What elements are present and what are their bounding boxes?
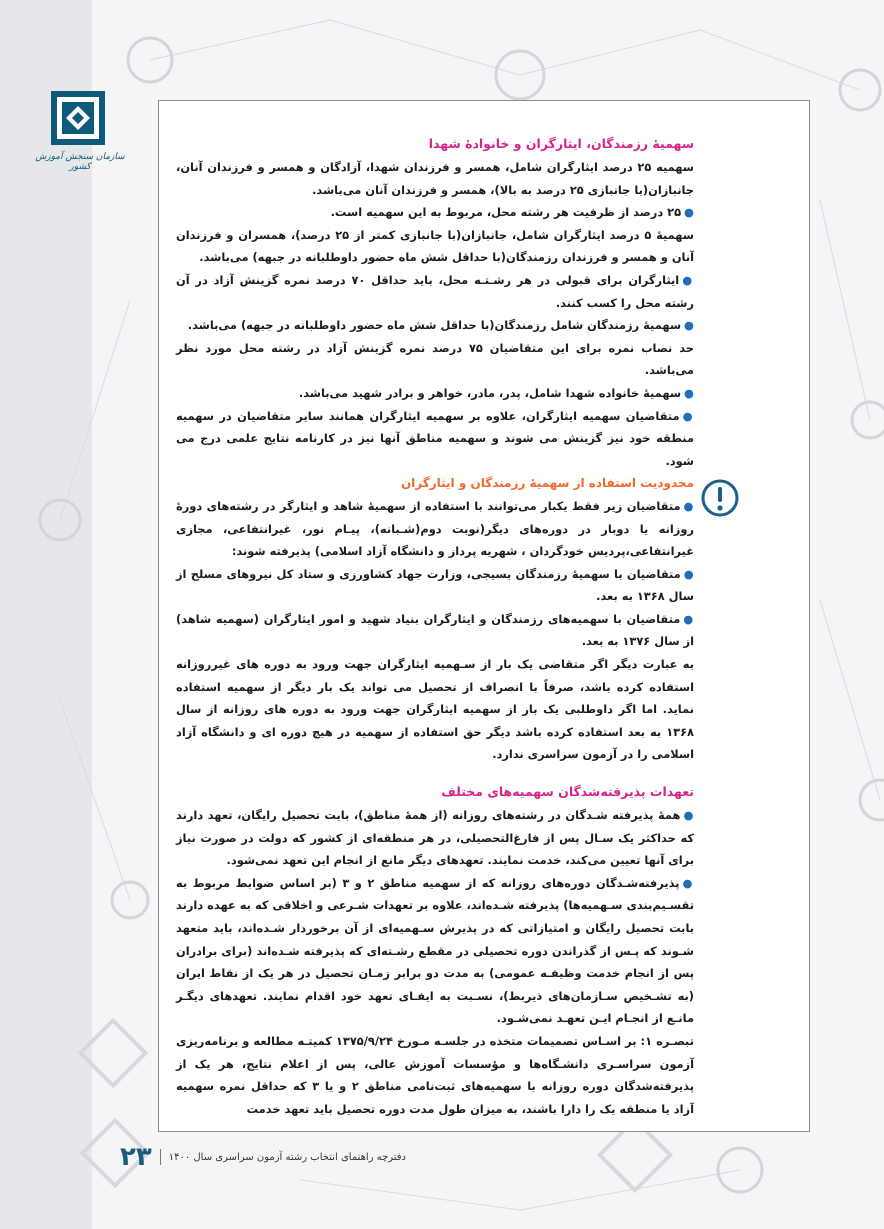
organization-name: سازمان سنجش آموزش کشور bbox=[35, 152, 125, 172]
bullet-item: ●پذیرفته‌شـدگان دوره‌های روزانه که از سهمیه مناطق ۲ و ۳ (بر اساس ضوابط مربوط به تقسـیم‌بندی سـهمیه‌ها) پذیرفته شـده‌اند، علاوه بر تعهدات شـرعی و اخلاقی که به عهده دارند بابت تحصیل رایگان و امتیازاتی که در پذیرش سـهمیه‌ای از آن برخوردار شـده‌اند، باید متعهد شـوند که پـس از گذراندن دوره تحصیلی در مقطع رشـته‌ای که پذیرفته شـده‌اند (برای برادران پس از انجام خدمت وظیفـه عمومی) به مدت دو برابر زمـان تحصیل در هر یک از نقاط ایران (به تشـخیص سـازمان‌های ذیربط)، نسـبت به ایفـای تعهد خود اقدام نمایند. تعهدهای دیگـر مانـع از انجـام ایـن تعهـد نمی‌شـود. bbox=[176, 875, 694, 1026]
page-footer bbox=[120, 1142, 406, 1172]
bullet-item: ●همهٔ پذیرفته شـدگان در رشته‌های روزانه (از همهٔ مناطق)، بابت تحصیل رایگان، تعهد دارند که حداکثر یک سـال پس از فارغ‌التحصیلی، در هر منطقه‌ای از کشور که دولت در صورت نیاز برای آنها تعیین می‌کند، خدمت نمایند. تعهدهای دیگر مانع از انجام این تعهد نمی‌شود. bbox=[176, 808, 694, 868]
bullet-item: ●سهمیهٔ خانواده شهدا شامل، پدر، مادر، خواهر و برادر شهید می‌باشد. bbox=[298, 385, 694, 400]
spacer bbox=[176, 766, 694, 780]
paragraph-limitation-explanation: به عبارت دیگر اگر متقاضی یک بار از سـهمیه ایثارگران جهت ورود به دوره های غیرروزانه استفاده کرده باشد، صرفاً با انصراف از تحصیل می تواند یک بار دیگر از سهمیه استفاده نماید. اما اگر داوطلبی یک بار از سهمیه ایثارگران جهت ورود به دوره های روزانه از سال ۱۳۶۸ به بعد استفاده کرده باشد دیگر حق استفاده از سهمیه در هیچ دوره ای و دانشگاه آزاد اسلامی را در آزمون سراسری ندارد. bbox=[176, 657, 694, 762]
section-heading-quota: سهمیهٔ رزمندگان، ایثارگران و خانوادهٔ شهدا bbox=[428, 136, 694, 151]
paragraph-quota-25: سهمیه ۲۵ درصد ایثارگران شامل، همسر و فرزندان شهدا، آزادگان و همسر و فرزندان آنان، جانبازان(با جانبازی ۲۵ درصد به بالا)، همسر و فرزندان آنان می‌باشد. bbox=[176, 160, 694, 197]
page-number: ۲۳ bbox=[120, 1142, 152, 1172]
paragraph-note-1: تبصـره ۱: بر اسـاس تصمیمات متخذه در جلسـه مـورخ ۱۳۷۵/۹/۲۴ کمیتـه مطالعه و برنامه‌ریزی آزمون سراسـری دانشـگاه‌ها و مؤسسات آموزش عالی، پس از اعلام نتایج، هر یک از پذیرفته‌شدگان دوره روزانه با سهمیه‌های ثبت‌نامی مناطق ۲ و یا ۳ که حداقل نمره سهمیه آزاد یا منطقه یک را دارا باشند، به میزان طول مدت دوره تحصیل باید تعهد خدمت bbox=[176, 1033, 694, 1116]
bullet-item: ●ایثارگران برای قبولی در هر رشـتـه محل، باید حداقل ۷۰ درصد نمره گزینش آزاد در آن رشته محل را کسب کنند. bbox=[176, 272, 694, 310]
bullet-item: ●متقاضیان سهمیه ایثارگران، علاوه بر سهمیه ایثارگران همانند سایر متقاضیان در سهمیه منطقه خود نیز گزینش می شوند و سهمیه مناطق آنها نیز در کارنامه نتایج علمی درج می شود. bbox=[176, 408, 694, 468]
bullet-dot-icon: ● bbox=[683, 611, 694, 626]
bullet-dot-icon: ● bbox=[682, 408, 694, 423]
bullet-dot-icon: ● bbox=[684, 318, 694, 333]
bullet-dot-icon: ● bbox=[683, 808, 694, 823]
footer-divider bbox=[160, 1149, 161, 1165]
bullet-dot-icon: ● bbox=[682, 272, 694, 287]
footer-title: دفترچه راهنمای انتخاب رشته آزمون سراسری سال ۱۴۰۰ bbox=[168, 1151, 406, 1163]
exclamation-circle-icon bbox=[700, 478, 740, 518]
bullet-dot-icon: ● bbox=[683, 566, 694, 581]
bullet-item: ●متقاضیان با سهمیه‌های رزمندگان و ایثارگران بنیاد شهید و امور ایثارگران (سهمیه شاهد) از سال ۱۳۷۶ به بعد. bbox=[176, 611, 694, 649]
paragraph-quota-5: سهمیهٔ ۵ درصد ایثارگران شامل، جانبازان(با جانبازی کمتر از ۲۵ درصد)، همسران و فرزندان آنان و همسر و فرزندان رزمندگان(با حداقل شش ماه حضور داوطلبانه در جبهه) می‌باشد. bbox=[176, 227, 694, 265]
bullet-item: ●متقاضیان با سهمیهٔ رزمندگان بسیجی، وزارت جهاد کشاورزی و ستاد کل نیروهای مسلح از سال ۱۳۶۸ به بعد. bbox=[176, 566, 694, 604]
bullet-dot-icon: ● bbox=[684, 385, 694, 400]
bullet-dot-icon: ● bbox=[682, 875, 694, 890]
section-heading-limitation: محدودیت استفاده از سهمیهٔ رزمندگان و ایثارگران bbox=[400, 476, 694, 491]
document-body bbox=[176, 132, 694, 1120]
paragraph-threshold: حد نصاب نمره برای این متقاضیان ۷۵ درصد نمره گزینش آزاد در رشته محل مورد نظر می‌باشد. bbox=[176, 340, 694, 378]
organization-logo bbox=[48, 88, 108, 148]
bullet-dot-icon: ● bbox=[684, 205, 694, 220]
bullet-item: ●سهمیهٔ رزمندگان شامل رزمندگان(با حداقل شش ماه حضور داوطلبانه در جبهه) می‌باشد. bbox=[187, 318, 694, 333]
bullet-item: ●متقاضیان زیر فقط یکبار می‌توانند با استفاده از سهمیهٔ شاهد و ایثارگر در رشته‌های دورهٔ روزانه یا دوبار در دوره‌های دیگر(نوبت دوم(شـبانه)، پیـام نور، غیرانتفاعی، مجازی غیرانتفاعی،پردیس خودگردان ، شهریه پرداز و دانشگاه آزاد اسلامی) پذیرفته شوند: bbox=[176, 498, 694, 559]
section-heading-obligations: تعهدات پذیرفته‌شدگان سهمیه‌های مختلف bbox=[441, 784, 694, 800]
bullet-dot-icon: ● bbox=[683, 498, 694, 513]
bullet-item: ●۲۵ درصد از ظرفیت هر رشته محل، مربوط به این سهمیه است. bbox=[330, 205, 694, 220]
